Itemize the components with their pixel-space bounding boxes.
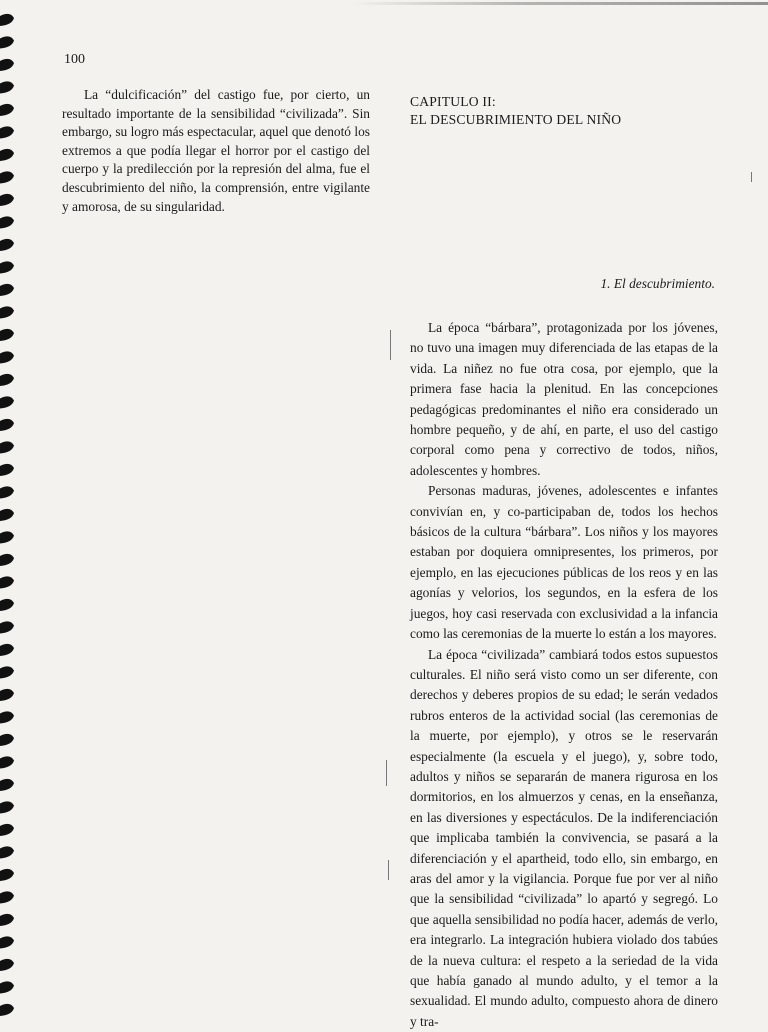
- binding-loop: [0, 599, 14, 611]
- binding-loop: [0, 621, 14, 633]
- binding-loop: [0, 711, 14, 723]
- binding-loop: [0, 824, 14, 836]
- binding-loop: [0, 374, 14, 386]
- left-column: [62, 86, 370, 216]
- binding-loop: [0, 149, 14, 161]
- binding-loop: [0, 959, 14, 971]
- binding-loop: [0, 891, 14, 903]
- binding-loop: [0, 194, 14, 206]
- binding-loop: [0, 81, 14, 93]
- binding-loop: [0, 14, 14, 26]
- paragraph: La época “civilizada” cambiará todos estos supuestos culturales. El niño será visto como un ser diferente, con derechos y deberes propios de su edad; le serán vedados rubros enteros de la actividad social (las ceremonias de la muerte, por ejemplo), y otros se le reservarán especialmente (la escuela y el juego), y, sobre todo, adultos y niños se separarán de manera rigurosa en los dormitorios, en los almuerzos y cenas, en la enseñanza, en las diversiones y espectáculos. De la indiferenciación que implicaba también la convivencia, se pasará a la diferenciación y el apartheid, todo ello, sin embargo, en aras del amor y la vigilancia. Porque fue por ver al niño que la sensibilidad “civilizada” lo apartó y segregó. Lo que aquella sensibilidad no podía hacer, además de verlo, era integrarlo. La integración hubiera violado dos tabúes de la nueva cultura: el respeto a la seriedad de la vida que había ganado al mundo adulto, y el temor a la sexualidad. El mundo adulto, compuesto ahora de dinero y tra-: [410, 645, 718, 1032]
- binding-loop: [0, 936, 14, 948]
- scan-edge: [350, 2, 768, 5]
- binding-loop: [0, 914, 14, 926]
- binding-loop: [0, 869, 14, 881]
- chapter-title: EL DESCUBRIMIENTO DEL NIÑO: [410, 111, 621, 129]
- binding-loop: [0, 36, 14, 48]
- binding-loop: [0, 981, 14, 993]
- binding-loop: [0, 306, 14, 318]
- margin-mark: [386, 760, 387, 786]
- binding-loop: [0, 689, 14, 701]
- binding-loop: [0, 171, 14, 183]
- spiral-binding: [0, 0, 26, 1024]
- binding-loop: [0, 644, 14, 656]
- paragraph: La “dulcificación” del castigo fue, por cierto, un resultado importante de la sensibilidad “civilizada”. Sin embargo, su logro más espectacular, aquel que denotó los extremos a que podía llegar el horror por el castigo del cuerpo y la predilección por la represión del alma, fue el descubrimiento del niño, la comprensión, entre vigilante y amorosa, de su singularidad.: [62, 86, 370, 216]
- chapter-heading: [410, 93, 621, 129]
- binding-loop: [0, 756, 14, 768]
- binding-loop: [0, 1004, 14, 1016]
- margin-mark: [390, 330, 391, 360]
- binding-loop: [0, 216, 14, 228]
- binding-loop: [0, 396, 14, 408]
- binding-loop: [0, 329, 14, 341]
- binding-loop: [0, 419, 14, 431]
- binding-loop: [0, 126, 14, 138]
- binding-loop: [0, 261, 14, 273]
- binding-loop: [0, 441, 14, 453]
- binding-loop: [0, 284, 14, 296]
- binding-loop: [0, 554, 14, 566]
- binding-loop: [0, 846, 14, 858]
- page-number: 100: [64, 52, 85, 68]
- paragraph: Personas maduras, jóvenes, adolescentes e infantes convivían en, y co-participaban de, todos los hechos básicos de la cultura “bárbara”. Los niños y los mayores estaban por doquiera omnipresentes, los primeros, por ejemplo, en las ejecuciones públicas de los reos y en las agonías y velorios, los segundos, en la esfera de los juegos, hoy casi reservada con exclusividad a la infancia como las ceremonias de la muerte lo están a los mayores.: [410, 481, 718, 644]
- binding-loop: [0, 59, 14, 71]
- binding-loop: [0, 509, 14, 521]
- binding-loop: [0, 351, 14, 363]
- binding-loop: [0, 801, 14, 813]
- binding-loop: [0, 531, 14, 543]
- section-title: 1. El descubrimiento.: [520, 276, 715, 292]
- binding-loop: [0, 576, 14, 588]
- margin-mark: [388, 860, 389, 880]
- binding-loop: [0, 239, 14, 251]
- margin-mark: [751, 172, 752, 182]
- binding-loop: [0, 779, 14, 791]
- chapter-label: CAPITULO II:: [410, 93, 621, 111]
- binding-loop: [0, 464, 14, 476]
- binding-loop: [0, 734, 14, 746]
- binding-loop: [0, 666, 14, 678]
- right-column: [410, 318, 718, 1032]
- binding-loop: [0, 104, 14, 116]
- binding-loop: [0, 486, 14, 498]
- paragraph: La época “bárbara”, protagonizada por los jóvenes, no tuvo una imagen muy diferenciada de las etapas de la vida. La niñez no fue otra cosa, por ejemplo, que la primera fase hacia la plenitud. En las concepciones pedagógicas predominantes el niño era considerado un hombre pequeño, y de ahí, en parte, el uso del castigo corporal como pena y correctivo de todos, niños, adolescentes y hombres.: [410, 318, 718, 481]
